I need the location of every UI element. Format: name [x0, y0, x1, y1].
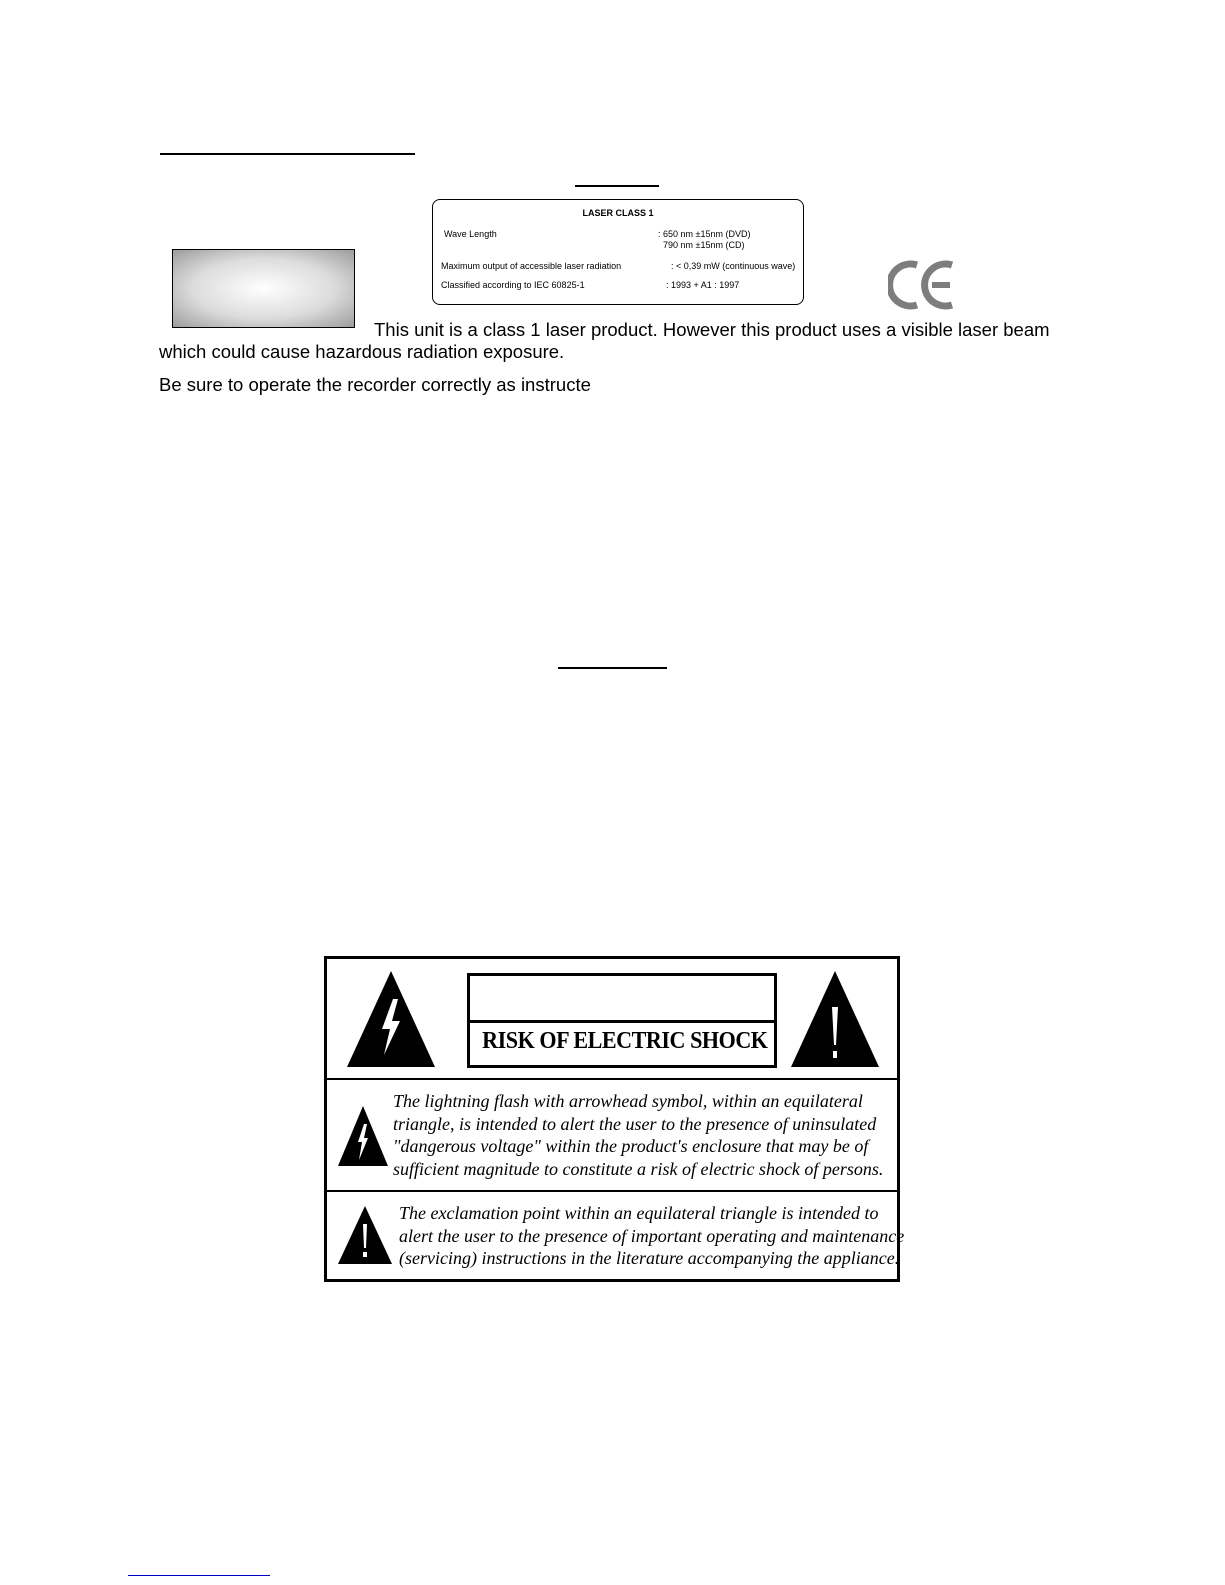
laser-label-title: LASER CLASS 1 [582, 208, 654, 218]
wave-length-label: Wave Length [444, 229, 497, 239]
heading-underline-2 [575, 185, 659, 187]
lightning-warning-icon [346, 969, 436, 1069]
exclamation-description-3: (servicing) instructions in the literature accompanying the appliance. [399, 1248, 900, 1268]
lightning-description-2: triangle, is intended to alert the user to the presence of uninsulated [393, 1113, 877, 1134]
wave-length-value: : 650 nm ±15nm (DVD) [658, 229, 751, 239]
risk-of-electric-shock-heading: RISK OF ELECTRIC SHOCK [482, 1028, 768, 1054]
lightning-description-1: The lightning flash with arrowhead symbol, within an equilateral [393, 1091, 863, 1111]
ce-mark-icon [888, 259, 956, 311]
lightning-small-icon [337, 1104, 389, 1168]
exclamation-description-1: The exclamation point within an equilateral triangle is intended to [399, 1203, 879, 1223]
wave-length-value-cd: 790 nm ±15nm (CD) [663, 240, 745, 250]
max-output-value: : < 0,39 mW (continuous wave) [671, 261, 796, 271]
exclamation-small-icon [337, 1204, 393, 1266]
laser-class-label [432, 199, 804, 305]
body-text-line-1: This unit is a class 1 laser product. However this product uses a visible laser beam [374, 319, 1050, 340]
classification-label: Classified according to IEC 60825-1 [441, 280, 585, 290]
body-text-line-3: Be sure to operate the recorder correctly as instructe [159, 374, 591, 395]
classification-value: : 1993 + A1 : 1997 [666, 280, 740, 290]
exclamation-description-2: alert the user to the presence of important operating and maintenance [399, 1225, 905, 1246]
caution-frame [467, 973, 777, 1068]
electric-shock-warning-panel [324, 956, 905, 1282]
exclamation-warning-icon [790, 969, 880, 1069]
laser-warning-image [172, 249, 355, 328]
heading-underline-3 [558, 667, 667, 669]
max-output-label: Maximum output of accessible laser radiation [441, 261, 622, 271]
lightning-description-4: sufficient magnitude to constitute a risk of electric shock of persons. [393, 1158, 884, 1179]
body-text-line-2: which could cause hazardous radiation exposure. [159, 341, 565, 362]
footer-link-underline [128, 1575, 270, 1576]
lightning-description-3: "dangerous voltage" within the product's enclosure that may be of [393, 1136, 869, 1156]
heading-underline-1 [160, 153, 415, 155]
